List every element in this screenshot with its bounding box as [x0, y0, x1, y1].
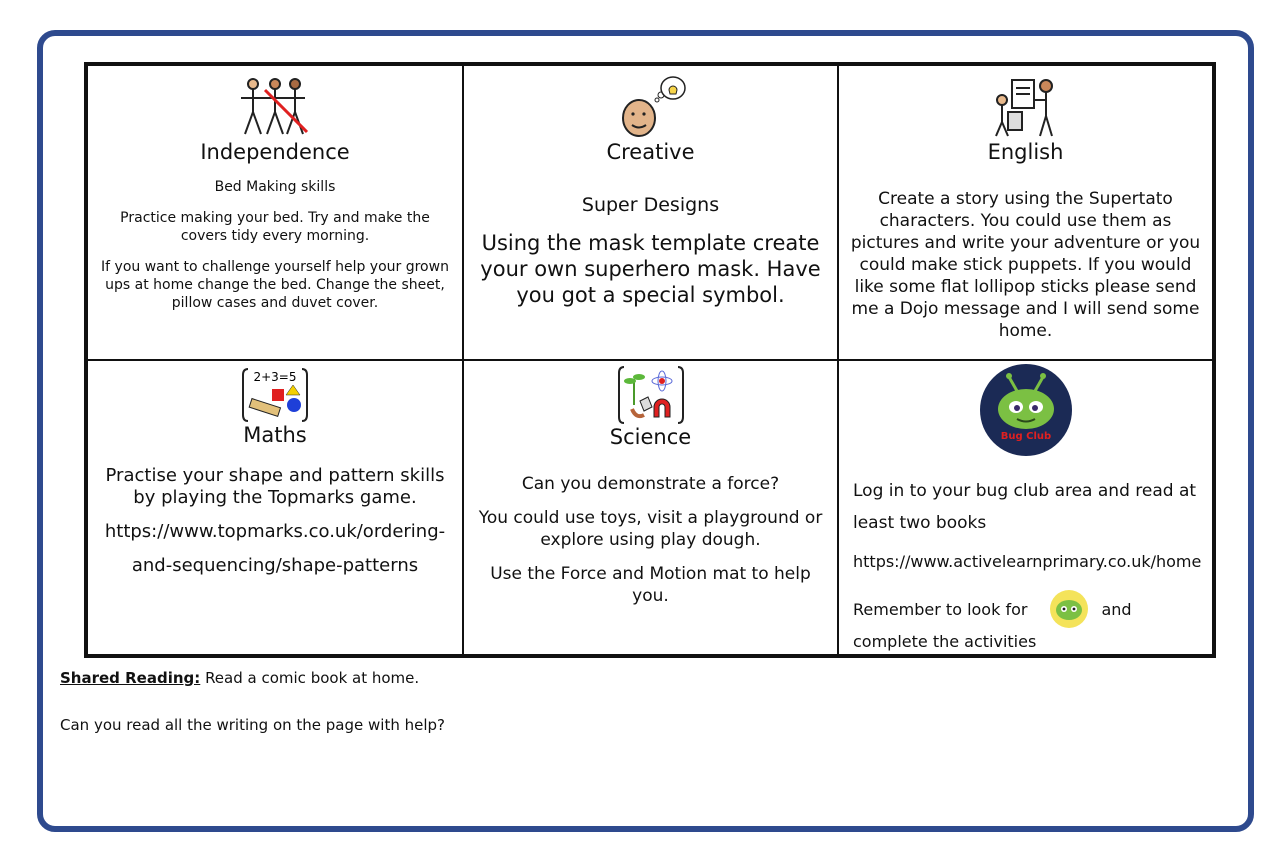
maths-icon: [242, 367, 308, 423]
card-text: Using the mask template create your own superhero mask. Have you got a special symbol.: [480, 231, 821, 307]
card-text: Create a story using the Supertato characters. You could use them as pictures and write your adventure or you could make stick puppets. If you would like some flat lollipop sticks please send me a Dojo message and I will send some home.: [850, 189, 1201, 341]
science-icon: [618, 365, 684, 425]
card-title: Creative: [606, 140, 695, 164]
card-title: Science: [609, 425, 692, 449]
card-text: Log in to your bug club area and read at least two books: [853, 481, 1197, 533]
topmarks-link[interactable]: https://www.topmarks.co.uk/ordering-: [104, 521, 446, 542]
shared-reading-label: Shared Reading:: [60, 669, 201, 687]
people-icon: [235, 76, 315, 138]
maths-icon-text: 2+3=5: [253, 370, 297, 384]
card-text: You could use toys, visit a playground or explore using play dough.: [478, 508, 823, 550]
card-creative: [463, 65, 838, 360]
reminder-text: Remember to look for: [853, 599, 1028, 619]
card-text: Practise your shape and pattern skills by playing the Topmarks game.: [105, 465, 445, 508]
card-title: Independence: [200, 140, 350, 164]
card-text: Can you demonstrate a force?: [521, 474, 780, 494]
card-independence: [87, 65, 463, 360]
reading-question: Can you read all the writing on the page with help?: [60, 716, 445, 734]
card-maths: [87, 360, 463, 655]
shared-reading-line: [60, 669, 419, 687]
card-english: [838, 65, 1213, 360]
card-title: Maths: [243, 423, 307, 447]
bug-club-logo-text: Bug Club: [1000, 431, 1051, 442]
reminder-row: [853, 589, 1204, 629]
reading-people-icon: [986, 76, 1066, 138]
activity-grid: [84, 62, 1216, 658]
card-science: [463, 360, 838, 655]
activelearn-link[interactable]: https://www.activelearnprimary.co.uk/home: [853, 552, 1202, 571]
reminder-and: and: [1101, 599, 1132, 619]
reminder-continued: complete the activities: [853, 632, 1037, 651]
card-title: English: [987, 140, 1064, 164]
card-text: Practice making your bed. Try and make the covers tidy every morning.: [120, 210, 430, 244]
card-subtitle: Super Designs: [581, 194, 720, 216]
card-subtitle: Bed Making skills: [214, 179, 336, 195]
topmarks-link-continued[interactable]: and-sequencing/shape-patterns: [131, 555, 419, 576]
card-bugclub: [838, 360, 1213, 655]
card-text: Use the Force and Motion mat to help you.: [490, 564, 811, 606]
bug-club-logo: [979, 363, 1073, 457]
card-text: If you want to challenge yourself help your grown ups at home change the bed. Change the sheet, pillow cases and duvet cover.: [101, 259, 449, 311]
shared-reading-text: Read a comic book at home.: [205, 669, 420, 687]
thinking-face-icon: [611, 76, 691, 138]
bug-icon: [1049, 589, 1089, 629]
